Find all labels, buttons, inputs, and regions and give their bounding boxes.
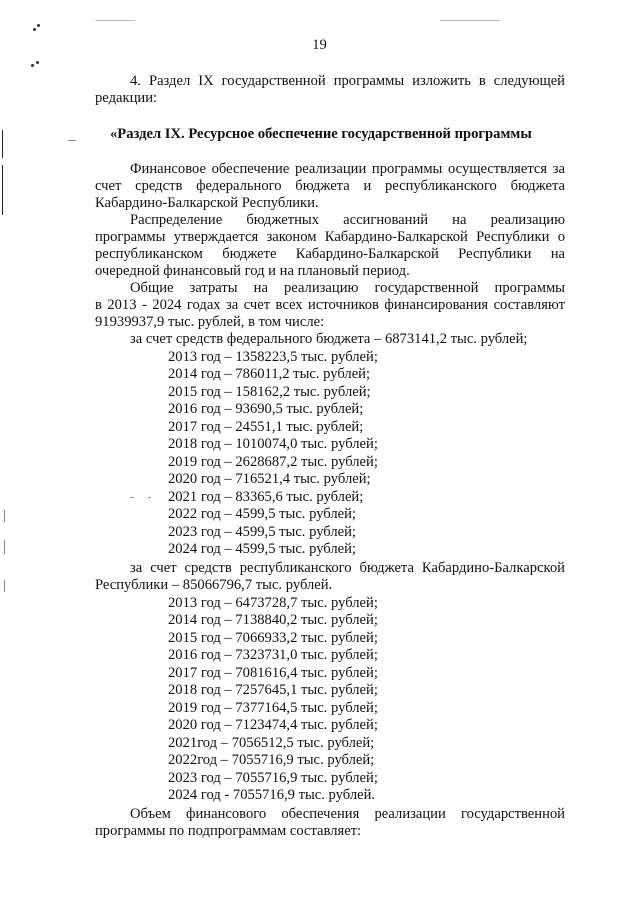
federal-year-row: 2024 год – 4599,5 тыс. рублей;	[168, 541, 356, 557]
intro-line: редакции:	[95, 90, 158, 106]
paragraph-line: Распределение бюджетных ассигнований на реализацию	[130, 212, 565, 228]
intro-line: 4. Раздел IX государственной программы изложить в следующей	[130, 73, 565, 89]
paragraph-line: программы по подпрограммам составляет:	[95, 823, 362, 839]
scan-artifact	[440, 20, 500, 21]
margin-line	[2, 165, 3, 215]
scan-artifact	[31, 64, 34, 67]
scan-artifact	[33, 28, 36, 31]
scan-artifact	[4, 580, 5, 592]
federal-year-row: 2018 год – 1010074,0 тыс. рублей;	[168, 436, 378, 452]
republic-year-row: 2024 год - 7055716,9 тыс. рублей.	[168, 787, 376, 803]
page-number: 19	[312, 37, 327, 53]
paragraph-line: Общие затраты на реализацию государственной программы	[130, 280, 565, 296]
scan-artifact	[4, 540, 5, 554]
scan-artifact	[68, 140, 76, 141]
federal-year-row: 2013 год – 1358223,5 тыс. рублей;	[168, 349, 378, 365]
federal-budget-header: за счет средств федерального бюджета – 6873141,2 тыс. рублей;	[130, 331, 528, 347]
republic-year-row: 2018 год – 7257645,1 тыс. рублей;	[168, 682, 378, 698]
federal-year-row: 2020 год – 716521,4 тыс. рублей;	[168, 471, 371, 487]
republic-year-row: 2015 год – 7066933,2 тыс. рублей;	[168, 630, 378, 646]
scan-artifact	[148, 497, 151, 498]
republic-budget-header: Республики – 85066796,7 тыс. рублей.	[95, 577, 333, 593]
republic-budget-header: за счет средств республиканского бюджета Кабардино-Балкарской	[130, 560, 565, 576]
republic-year-row: 2021год – 7056512,5 тыс. рублей;	[168, 735, 375, 751]
republic-year-row: 2014 год – 7138840,2 тыс. рублей;	[168, 612, 378, 628]
republic-year-row: 2016 год – 7323731,0 тыс. рублей;	[168, 647, 378, 663]
paragraph-line: в 2013 - 2024 годах за счет всех источников финансирования составляют	[95, 297, 565, 313]
federal-year-row: 2015 год – 158162,2 тыс. рублей;	[168, 384, 371, 400]
federal-year-row: 2021 год – 83365,6 тыс. рублей;	[168, 489, 364, 505]
scan-artifact	[130, 497, 134, 498]
paragraph-line: Финансовое обеспечение реализации программы осуществляется за	[130, 161, 565, 177]
federal-year-row: 2019 год – 2628687,2 тыс. рублей;	[168, 454, 378, 470]
scan-artifact	[4, 510, 5, 522]
scan-artifact	[36, 61, 39, 64]
republic-year-row: 2019 год – 7377164,5 тыс. рублей;	[168, 700, 378, 716]
republic-year-row: 2017 год – 7081616,4 тыс. рублей;	[168, 665, 378, 681]
republic-year-row: 2013 год – 6473728,7 тыс. рублей;	[168, 595, 378, 611]
paragraph-line: 91939937,9 тыс. рублей, в том числе:	[95, 314, 325, 330]
scan-artifact	[95, 20, 135, 21]
paragraph-line: программы утверждается законом Кабардино-Балкарской Республики о	[95, 229, 565, 245]
federal-year-row: 2016 год – 93690,5 тыс. рублей;	[168, 401, 364, 417]
paragraph-line: Объем финансового обеспечения реализации государственной	[130, 806, 565, 822]
section-title: «Раздел IX. Ресурсное обеспечение государственной программы	[110, 126, 532, 142]
republic-year-row: 2023 год – 7055716,9 тыс. рублей;	[168, 770, 378, 786]
federal-year-row: 2014 год – 786011,2 тыс. рублей;	[168, 366, 371, 382]
republic-year-row: 2020 год – 7123474,4 тыс. рублей;	[168, 717, 378, 733]
paragraph-line: счет средств федерального бюджета и республиканского бюджета	[95, 178, 565, 194]
federal-year-row: 2023 год – 4599,5 тыс. рублей;	[168, 524, 356, 540]
federal-year-row: 2017 год – 24551,1 тыс. рублей;	[168, 419, 364, 435]
paragraph-line: Кабардино-Балкарской Республики.	[95, 195, 319, 211]
republic-year-row: 2022год – 7055716,9 тыс. рублей;	[168, 752, 375, 768]
scan-artifact	[37, 24, 40, 27]
federal-year-row: 2022 год – 4599,5 тыс. рублей;	[168, 506, 356, 522]
margin-line	[2, 130, 3, 158]
paragraph-line: очередной финансовый год и на плановый период.	[95, 263, 410, 279]
paragraph-line: республиканском бюджете Кабардино-Балкарской Республики на	[95, 246, 565, 262]
